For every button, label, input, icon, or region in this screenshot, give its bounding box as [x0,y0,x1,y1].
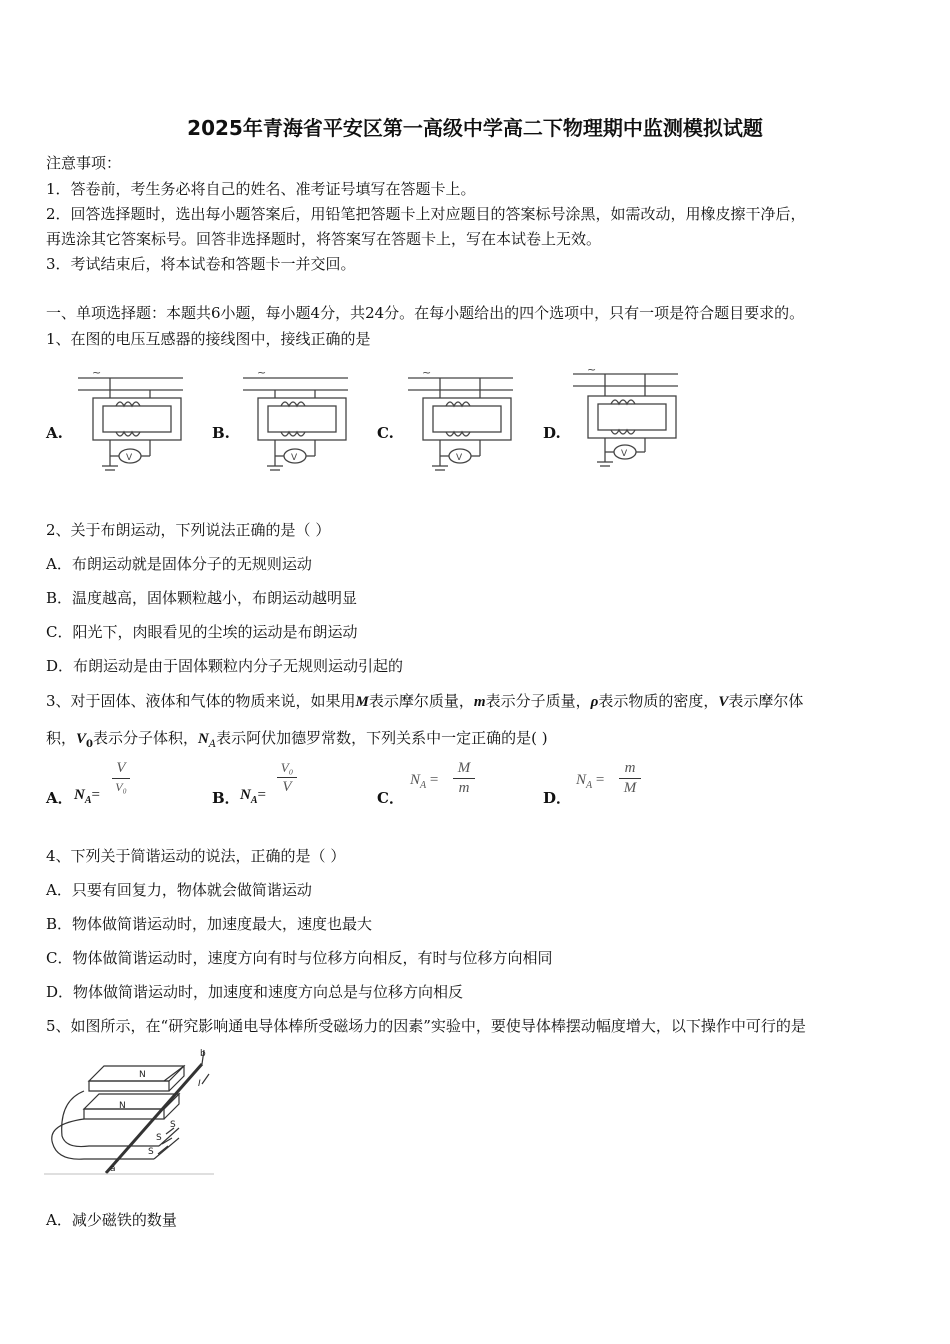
q4-option-d: D．物体做简谐运动时，加速度和速度方向总是与位移方向相反 [46,983,464,1001]
q5-label-s2: S [156,1133,162,1143]
q5-stem: 5、如图所示，在“研究影响通电导体棒所受磁场力的因素”实验中，要使导体棒摆动幅度增大，以下操作中可行的是 [46,1017,806,1035]
q5-label-s1: S [170,1120,176,1130]
q3-option-a-label: A． [46,789,73,807]
q1-circuit-b-ac: ~ [257,368,267,379]
notice-heading: 注意事项： [46,154,122,172]
q4-stem: 4、下列关于简谐运动的说法，正确的是（ ） [46,847,346,865]
q5-option-a: A．减少磁铁的数量 [46,1211,177,1229]
q3-option-b-lhs: $N_A=$ [240,787,266,806]
q1-option-a-label: A. [46,424,63,442]
q1-circuit-d-ac: ~ [587,368,597,376]
notice-item-3: 3．考试结束后，将本试卷和答题卡一并交回。 [46,255,356,273]
notice-item-1: 1．答卷前，考生务必将自己的姓名、准考证号填写在答题卡上。 [46,180,476,198]
q1-circuit-d-meter: V [621,449,628,459]
section-heading: 一、单项选择题：本题共6小题，每小题4分，共24分。在每小题给出的四个选项中，只有一项是符合题目要求的。 [46,304,805,322]
notice-item-2: 2．回答选择题时，选出每小题答案后，用铅笔把答题卡上对应题目的答案标号涂黑，如需改动，用橡皮擦干净后， [46,205,806,223]
q5-label-s3: S [148,1147,154,1157]
q2-option-d: D．布朗运动是由于固体颗粒内分子无规则运动引起的 [46,657,404,675]
q2-option-b: B．温度越高，固体颗粒越小，布朗运动越明显 [46,589,358,607]
q3-option-d-lhs: $N_A$ = [576,772,605,791]
q3-option-b-fraction: V₀ V [277,760,297,796]
q3-option-c-lhs: $N_A$ = [410,772,439,791]
q3-option-d-fraction: m M [619,760,641,797]
notice-item-2-cont: 再选涂其它答案标号。回答非选择题时，将答案写在答题卡上，写在本试卷上无效。 [46,230,602,248]
q1-option-c-label: C. [377,424,394,442]
q2-option-c: C．阳光下，肉眼看见的尘埃的运动是布朗运动 [46,623,358,641]
q1-circuit-a [78,368,188,480]
q1-circuit-b-meter: V [291,453,298,463]
q4-option-a: A．只要有回复力，物体就会做简谐运动 [46,881,312,899]
page-title: 2025年青海省平安区第一高级中学高二下物理期中监测模拟试题 [187,116,763,140]
q1-option-d-label: D. [543,424,561,442]
q5-label-n1: N [139,1070,146,1080]
q3-stem-line2: 积，$V_0$表示分子体积，$N_A$表示阿伏加德罗常数，下列关系中一定正确的是( ) [46,729,548,750]
q5-magnet-figure [44,1046,214,1176]
q1-option-b-label: B. [212,424,230,442]
q4-option-b: B．物体做简谐运动时，加速度最大，速度也最大 [46,915,373,933]
q3-option-d-label: D． [543,789,572,807]
q5-label-n2: N [119,1101,126,1111]
q2-stem: 2、关于布朗运动，下列说法正确的是（ ） [46,521,331,539]
q3-stem-line1: 3、对于固体、液体和气体的物质来说，如果用M表示摩尔质量，m表示分子质量，ρ表示物质的密度，V表示摩尔体 [46,692,804,710]
q1-circuit-d [573,368,683,480]
q3-option-a-lhs: $N_A=$ [74,787,100,806]
q3-option-c-label: C． [377,789,404,807]
q5-label-current: I [198,1079,201,1089]
q1-stem: 1、在图的电压互感器的接线图中，接线正确的是 [46,330,371,348]
q1-circuit-c-ac: ~ [422,368,432,379]
q1-circuit-a-meter: V [126,453,133,463]
q3-option-a-fraction: V V₀ [112,760,130,795]
q4-option-c: C．物体做简谐运动时，速度方向有时与位移方向相反，有时与位移方向相同 [46,949,553,967]
q3-option-c-fraction: M m [453,760,475,797]
q2-option-a: A．布朗运动就是固体分子的无规则运动 [46,555,312,573]
q3-option-b-label: B． [212,789,240,807]
q5-label-a: a [110,1164,116,1174]
q1-circuit-a-ac: ~ [92,368,102,379]
q1-circuit-c [408,368,518,480]
q1-circuit-c-meter: V [456,453,463,463]
q5-label-b: b [200,1049,206,1059]
q1-circuit-b [243,368,353,480]
